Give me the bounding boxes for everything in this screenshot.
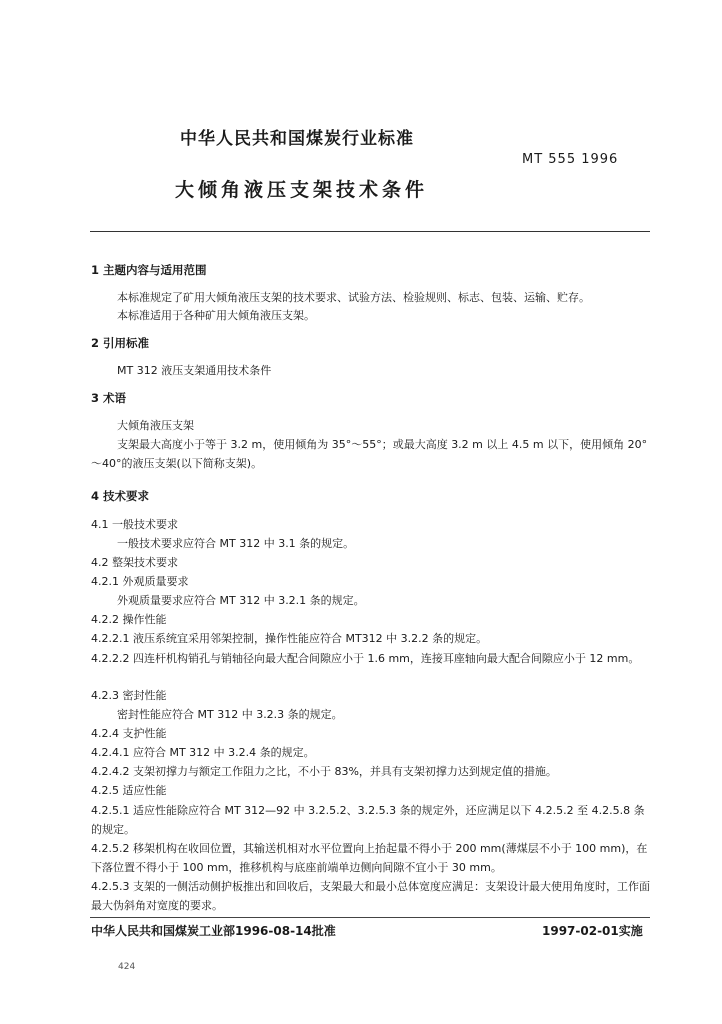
clause-4-2-2-2: 4.2.2.2 四连杆机构销孔与销轴径向最大配合间隙应小于 1.6 mm，连接耳座轴向最大配合间隙应小于 12 mm。 <box>91 652 640 665</box>
clause-4-2-5-3: 4.2.5.3 支架的一侧活动侧护板推出和回收后，支架最大和最小总体宽度应满足：支架设计最大使用角度时，工作面最大伪斜角对宽度的要求。 <box>91 880 650 912</box>
section-2-heading: 2 引用标准 <box>91 336 150 350</box>
section-4-2-1-para: 外观质量要求应符合 MT 312 中 3.2.1 条的规定。 <box>117 594 365 607</box>
effective-date: 1997-02-01实施 <box>542 924 643 938</box>
term-name: 大倾角液压支架 <box>117 419 194 432</box>
industry-standard-title: 中华人民共和国煤炭行业标准 <box>180 129 414 149</box>
clause-4-2-4-2: 4.2.4.2 支架初撑力与额定工作阻力之比，不小于 83%，并具有支架初撑力达到规定值的措施。 <box>91 765 557 778</box>
header-divider <box>90 231 650 232</box>
section-3-heading: 3 术语 <box>91 391 127 405</box>
term-definition: 支架最大高度小于等于 3.2 m，使用倾角为 35°～55°；或最大高度 3.2 m 以上 4.5 m 以下，使用倾角 20°～40°的液压支架(以下简称支架)。 <box>91 438 648 470</box>
section-1-heading: 1 主题内容与适用范围 <box>91 263 207 277</box>
document-title: 大倾角液压支架技术条件 <box>175 179 429 201</box>
section-4-2-heading: 4.2 整架技术要求 <box>91 556 178 569</box>
section-4-2-3-heading: 4.2.3 密封性能 <box>91 689 167 702</box>
approval-note: 中华人民共和国煤炭工业部1996-08-14批准 <box>91 924 336 938</box>
section-4-2-5-heading: 4.2.5 适应性能 <box>91 784 167 797</box>
section-4-1-heading: 4.1 一般技术要求 <box>91 518 178 531</box>
section-4-heading: 4 技术要求 <box>91 489 150 503</box>
section-1-para-1: 本标准规定了矿用大倾角液压支架的技术要求、试验方法、检验规则、标志、包装、运输、贮存。 <box>117 291 590 304</box>
footer-divider <box>90 917 650 918</box>
section-1-para-2: 本标准适用于各种矿用大倾角液压支架。 <box>117 309 315 322</box>
section-4-2-3-para: 密封性能应符合 MT 312 中 3.2.3 条的规定。 <box>117 708 343 721</box>
section-4-2-1-heading: 4.2.1 外观质量要求 <box>91 575 189 588</box>
section-4-2-4-heading: 4.2.4 支护性能 <box>91 727 167 740</box>
clause-4-2-5-2: 4.2.5.2 移架机构在收回位置，其输送机相对水平位置向上抬起量不得小于 200 mm(薄煤层不小于 100 mm)，在下落位置不得小于 100 mm，推移机构与底座前端单边侧向间隙不宜小于 30 mm。 <box>91 842 648 874</box>
section-4-1-para: 一般技术要求应符合 MT 312 中 3.1 条的规定。 <box>117 537 355 550</box>
section-4-2-2-heading: 4.2.2 操作性能 <box>91 613 167 626</box>
section-2-para-1: MT 312 液压支架通用技术条件 <box>117 364 272 377</box>
clause-4-2-5-1: 4.2.5.1 适应性能除应符合 MT 312—92 中 3.2.5.2、3.2.5.3 条的规定外，还应满足以下 4.2.5.2 至 4.2.5.8 条的规定。 <box>91 804 645 836</box>
clause-4-2-2-1: 4.2.2.1 液压系统宜采用邻架控制，操作性能应符合 MT312 中 3.2.2 条的规定。 <box>91 632 488 645</box>
clause-4-2-4-1: 4.2.4.1 应符合 MT 312 中 3.2.4 条的规定。 <box>91 746 315 759</box>
page-number: 424 <box>118 962 136 972</box>
standard-code: MT 555 1996 <box>522 152 619 167</box>
